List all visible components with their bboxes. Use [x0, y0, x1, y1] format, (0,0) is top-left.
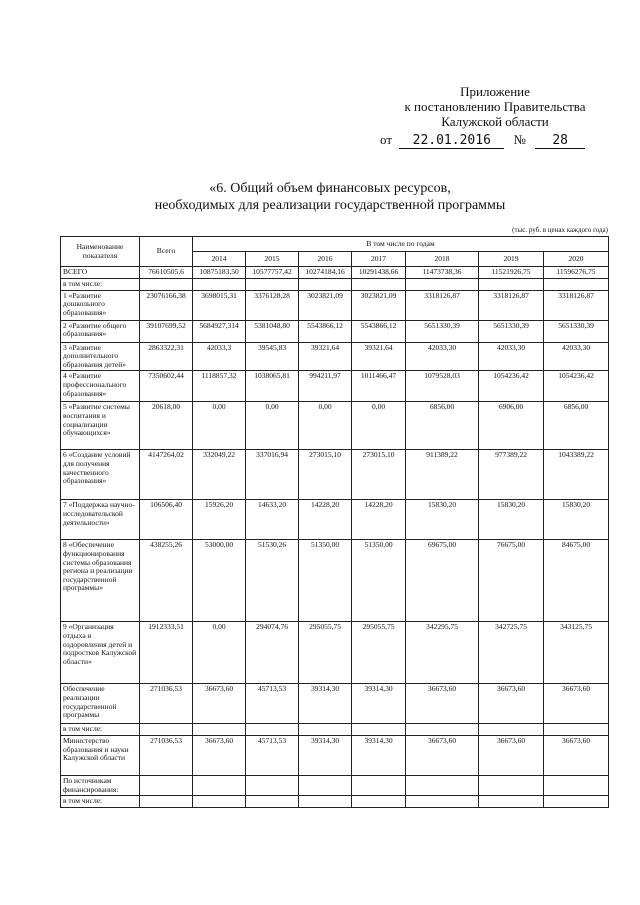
row-year-cell [299, 279, 352, 291]
row-year-cell: 6856,00 [544, 402, 609, 450]
row-total-cell: 20618,00 [140, 402, 193, 450]
row-year-cell: 42033,30 [406, 342, 479, 371]
row-year-cell: 5543866,12 [352, 320, 406, 342]
table-row [61, 320, 609, 342]
row-year-cell: 42033,3 [193, 342, 246, 371]
row-year-cell: 42033,30 [544, 342, 609, 371]
header-year: 2016 [299, 252, 352, 267]
decree-date-number [380, 132, 620, 149]
row-year-cell: 295055,75 [352, 622, 406, 684]
row-year-cell: 1054236,42 [479, 371, 544, 402]
appendix-title: Приложение [460, 84, 530, 99]
heading-line-1: «6. Общий объем финансовых ресурсов, [209, 181, 451, 196]
row-year-cell: 1054236,42 [544, 371, 609, 402]
header-indicator-name: Наименование показателя [61, 237, 140, 267]
row-total-cell: 7350602,44 [140, 371, 193, 402]
row-year-cell [406, 279, 479, 291]
row-year-cell: 39314,30 [299, 684, 352, 724]
row-year-cell: 0,00 [299, 402, 352, 450]
row-name-cell: Обеспечение реализации государственной программы [61, 684, 140, 724]
row-year-cell: 5543866,12 [299, 320, 352, 342]
row-year-cell: 15926,20 [193, 500, 246, 540]
row-year-cell: 36673,60 [479, 684, 544, 724]
row-year-cell [352, 279, 406, 291]
row-year-cell: 5651330,39 [544, 320, 609, 342]
row-year-cell [544, 724, 609, 736]
row-year-cell [544, 775, 609, 795]
header-year: 2019 [479, 252, 544, 267]
row-year-cell: 3023821,09 [352, 290, 406, 320]
row-name-cell: 7 «Поддержка научно-исследовательской деятельности» [61, 500, 140, 540]
row-year-cell: 45713,53 [246, 735, 299, 775]
header-year: 2014 [193, 252, 246, 267]
appendix-block [380, 84, 610, 129]
table-row [61, 775, 609, 795]
row-year-cell [479, 279, 544, 291]
row-name-cell: 6 «Создание условий для получения качественного образования» [61, 450, 140, 500]
row-year-cell: 10875183,50 [193, 267, 246, 279]
row-year-cell: 5381048,80 [246, 320, 299, 342]
header-year: 2020 [544, 252, 609, 267]
row-year-cell: 15830,20 [406, 500, 479, 540]
row-year-cell: 1038065,81 [246, 371, 299, 402]
row-year-cell: 3376128,28 [246, 290, 299, 320]
row-year-cell: 14633,20 [246, 500, 299, 540]
row-year-cell: 11521926,75 [479, 267, 544, 279]
row-year-cell: 5684927,314 [193, 320, 246, 342]
row-year-cell: 10577757,42 [246, 267, 299, 279]
units-note: (тыс. руб. в ценах каждого года) [512, 226, 608, 234]
row-year-cell: 39314,30 [352, 684, 406, 724]
header-total: Всего [140, 237, 193, 267]
row-year-cell: 39545,83 [246, 342, 299, 371]
row-year-cell: 0,00 [193, 622, 246, 684]
row-year-cell: 1118857,32 [193, 371, 246, 402]
appendix-region-line: Калужской области [441, 114, 549, 129]
row-name-cell: 4 «Развитие профессионального образования» [61, 371, 140, 402]
row-year-cell: 3318126,87 [479, 290, 544, 320]
table-row [61, 735, 609, 775]
row-year-cell: 273015,10 [352, 450, 406, 500]
row-year-cell [406, 775, 479, 795]
row-year-cell [352, 724, 406, 736]
row-year-cell: 39314,30 [352, 735, 406, 775]
row-year-cell: 0,00 [193, 402, 246, 450]
row-year-cell: 3698015,31 [193, 290, 246, 320]
row-total-cell: 106506,40 [140, 500, 193, 540]
row-name-cell: Министерство образования и науки Калужской области [61, 735, 140, 775]
row-year-cell [299, 796, 352, 808]
decree-number: 28 [535, 134, 585, 149]
table-row [61, 342, 609, 371]
row-year-cell: 1011466,47 [352, 371, 406, 402]
row-total-cell [140, 279, 193, 291]
table-row [61, 267, 609, 279]
row-year-cell [544, 279, 609, 291]
row-year-cell [352, 775, 406, 795]
row-year-cell: 45713,53 [246, 684, 299, 724]
row-year-cell: 51350,00 [352, 540, 406, 622]
row-year-cell: 332049,22 [193, 450, 246, 500]
row-year-cell [479, 796, 544, 808]
row-year-cell: 53000,00 [193, 540, 246, 622]
row-year-cell [193, 724, 246, 736]
row-year-cell: 343125,75 [544, 622, 609, 684]
row-year-cell [246, 279, 299, 291]
row-name-cell: 8 «Обеспечение функционирования системы образования региона и реализации государственной программы» [61, 540, 140, 622]
row-year-cell: 0,00 [246, 402, 299, 450]
row-year-cell: 36673,60 [544, 735, 609, 775]
row-total-cell: 438255,26 [140, 540, 193, 622]
row-name-cell: в том числе: [61, 279, 140, 291]
row-year-cell [193, 775, 246, 795]
table-row [61, 500, 609, 540]
row-year-cell: 342295,75 [406, 622, 479, 684]
row-year-cell: 3318126,87 [406, 290, 479, 320]
row-year-cell: 342725,75 [479, 622, 544, 684]
row-year-cell: 0,00 [352, 402, 406, 450]
row-year-cell: 6856,00 [406, 402, 479, 450]
row-year-cell [246, 775, 299, 795]
row-name-cell: в том числе: [61, 724, 140, 736]
row-year-cell: 10274184,16 [299, 267, 352, 279]
row-year-cell [544, 796, 609, 808]
row-year-cell: 6906,00 [479, 402, 544, 450]
row-total-cell: 271036,53 [140, 684, 193, 724]
row-year-cell: 977389,22 [479, 450, 544, 500]
row-year-cell: 273015,10 [299, 450, 352, 500]
row-total-cell: 39107699,52 [140, 320, 193, 342]
row-year-cell [406, 796, 479, 808]
table-row [61, 279, 609, 291]
table-row [61, 371, 609, 402]
header-year: 2017 [352, 252, 406, 267]
row-year-cell: 36673,60 [479, 735, 544, 775]
row-year-cell: 36673,60 [193, 735, 246, 775]
row-year-cell: 51530,26 [246, 540, 299, 622]
row-total-cell [140, 724, 193, 736]
row-year-cell: 36673,60 [406, 735, 479, 775]
row-year-cell: 10291438,66 [352, 267, 406, 279]
row-year-cell: 15830,20 [479, 500, 544, 540]
row-year-cell: 84675,00 [544, 540, 609, 622]
heading-line-2: необходимых для реализации государственной программы [154, 198, 506, 213]
row-year-cell: 11473738,36 [406, 267, 479, 279]
appendix-decree-line: к постановлению Правительства [404, 99, 586, 114]
row-total-cell: 23076166,38 [140, 290, 193, 320]
row-year-cell [193, 796, 246, 808]
table-row [61, 450, 609, 500]
row-year-cell: 14228,20 [352, 500, 406, 540]
row-year-cell: 15830,20 [544, 500, 609, 540]
row-year-cell [193, 279, 246, 291]
row-year-cell: 36673,60 [193, 684, 246, 724]
row-year-cell: 3023821,09 [299, 290, 352, 320]
row-year-cell [299, 775, 352, 795]
row-year-cell: 69675,00 [406, 540, 479, 622]
row-year-cell: 14228,20 [299, 500, 352, 540]
row-name-cell: 9 «Организация отдыха и оздоровления детей и подростков Калужской области» [61, 622, 140, 684]
row-year-cell: 295055,75 [299, 622, 352, 684]
row-total-cell: 4147264,02 [140, 450, 193, 500]
row-year-cell: 5651330,39 [479, 320, 544, 342]
header-year: 2018 [406, 252, 479, 267]
row-year-cell [246, 724, 299, 736]
row-name-cell: ВСЕГО [61, 267, 140, 279]
row-year-cell: 39314,30 [299, 735, 352, 775]
row-name-cell: 3 «Развитие дополнительного образования детей» [61, 342, 140, 371]
row-year-cell: 42033,30 [479, 342, 544, 371]
row-year-cell: 911389,22 [406, 450, 479, 500]
from-label: от [380, 132, 393, 147]
row-name-cell: в том числе: [61, 796, 140, 808]
table-row [61, 622, 609, 684]
row-year-cell [479, 775, 544, 795]
row-year-cell: 294074,76 [246, 622, 299, 684]
row-year-cell: 36673,60 [544, 684, 609, 724]
row-total-cell: 271036,53 [140, 735, 193, 775]
row-total-cell: 76610505,6 [140, 267, 193, 279]
row-year-cell: 39321,64 [299, 342, 352, 371]
row-total-cell [140, 796, 193, 808]
row-year-cell: 36673,60 [406, 684, 479, 724]
row-total-cell: 1912333,51 [140, 622, 193, 684]
header-years-group: В том числе по годам [193, 237, 609, 252]
row-name-cell: 1 «Развитие дошкольного образования» [61, 290, 140, 320]
row-year-cell: 3318126,87 [544, 290, 609, 320]
row-year-cell: 76675,00 [479, 540, 544, 622]
row-year-cell [299, 724, 352, 736]
table-row [61, 684, 609, 724]
table-body [61, 267, 609, 808]
row-name-cell: По источникам финансирования: [61, 775, 140, 795]
row-year-cell: 51350,00 [299, 540, 352, 622]
number-label: № [513, 132, 526, 147]
table-row [61, 290, 609, 320]
header-year: 2015 [246, 252, 299, 267]
table-row [61, 402, 609, 450]
row-year-cell: 337016,94 [246, 450, 299, 500]
row-name-cell: 5 «Развитие системы воспитания и социализации обучающихся» [61, 402, 140, 450]
table-row [61, 724, 609, 736]
row-year-cell [479, 724, 544, 736]
row-year-cell [352, 796, 406, 808]
row-total-cell: 2863322,31 [140, 342, 193, 371]
row-year-cell: 11596276,75 [544, 267, 609, 279]
row-year-cell: 5651330,39 [406, 320, 479, 342]
row-year-cell [406, 724, 479, 736]
decree-date: 22.01.2016 [399, 134, 504, 149]
row-year-cell [246, 796, 299, 808]
row-total-cell [140, 775, 193, 795]
row-year-cell: 994211,97 [299, 371, 352, 402]
row-name-cell: 2 «Развитие общего образования» [61, 320, 140, 342]
row-year-cell: 1079528,03 [406, 371, 479, 402]
section-heading [60, 180, 600, 214]
table-row [61, 540, 609, 622]
table-row [61, 796, 609, 808]
row-year-cell: 1043389,22 [544, 450, 609, 500]
row-year-cell: 39321,64 [352, 342, 406, 371]
financing-table [60, 236, 609, 808]
